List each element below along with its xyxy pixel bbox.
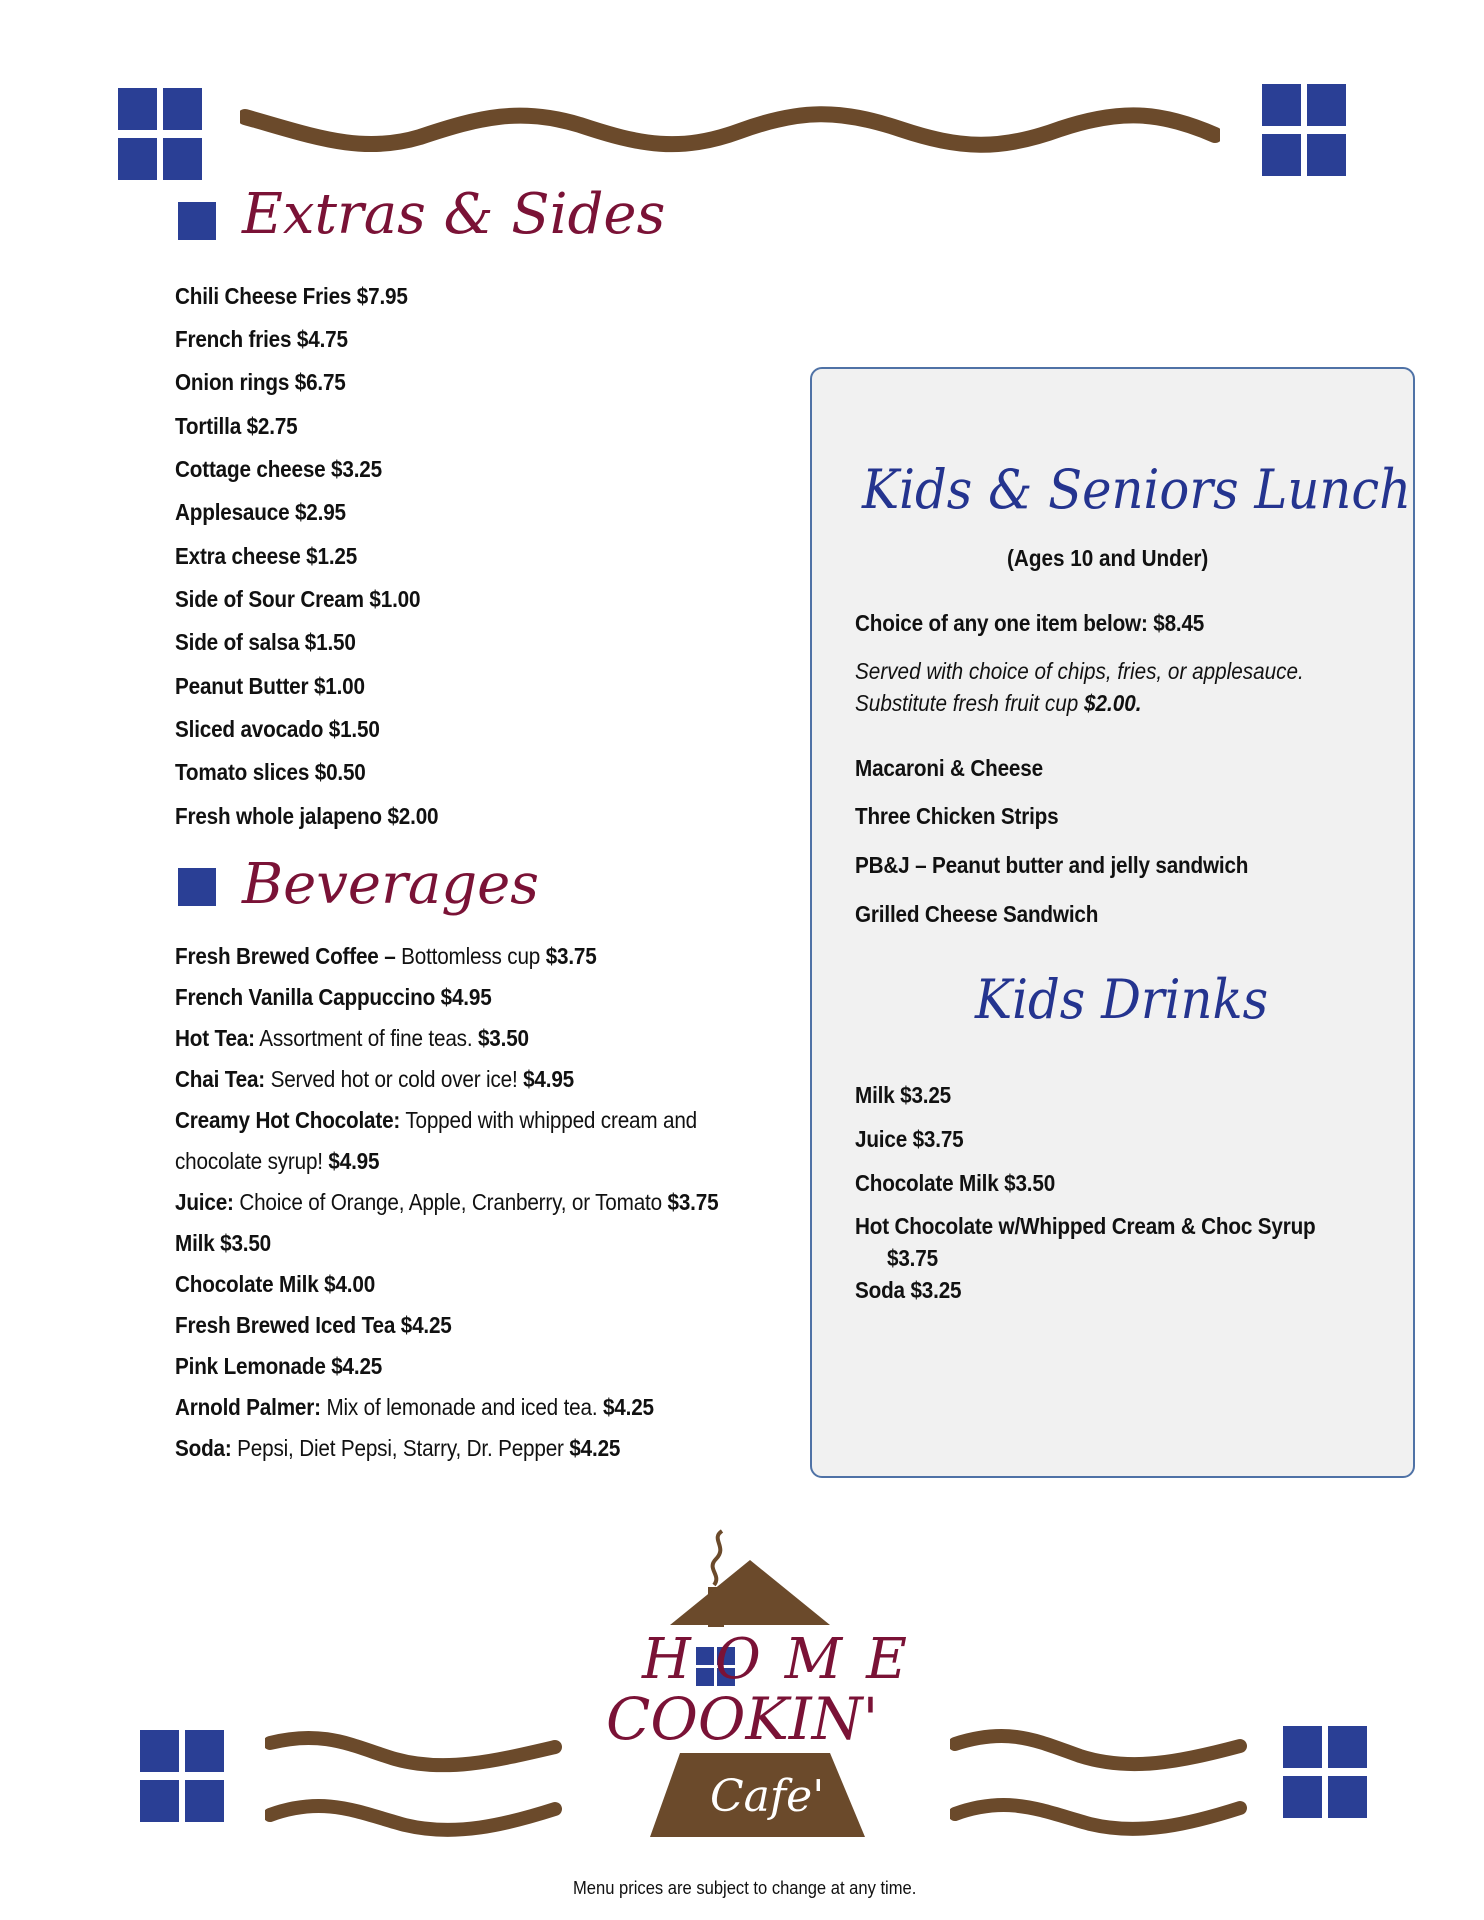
extras-item: Chili Cheese Fries $7.95 <box>175 283 408 309</box>
bottom-left-window-icon <box>140 1730 224 1822</box>
beverage-item: Chai Tea: Served hot or cold over ice! $4.95 <box>175 1066 575 1092</box>
cafe-logo <box>600 1525 931 1845</box>
beverage-item: Soda: Pepsi, Diet Pepsi, Starry, Dr. Pepper $4.25 <box>175 1435 621 1461</box>
logo-line1: HOME <box>642 1627 931 1692</box>
extras-item: Extra cheese $1.25 <box>175 543 358 569</box>
kids-drinks-title: Kids Drinks <box>975 968 1269 1031</box>
kids-drink-item: Chocolate Milk $3.50 <box>855 1170 1056 1196</box>
kids-lunch-item: Grilled Cheese Sandwich <box>855 901 1099 927</box>
logo-line2: COOKIN' <box>606 1685 879 1753</box>
top-wave-decoration <box>240 95 1220 165</box>
kids-drink-item: Soda $3.25 <box>855 1277 962 1303</box>
bottom-left-wave-decoration <box>265 1725 565 1845</box>
extras-item: Applesauce $2.95 <box>175 499 346 525</box>
beverage-item: French Vanilla Cappuccino $4.95 <box>175 984 492 1010</box>
extras-item: Side of Sour Cream $1.00 <box>175 586 421 612</box>
top-left-window-icon <box>118 88 202 180</box>
beverage-item: Milk $3.50 <box>175 1230 272 1256</box>
kids-drink-item: Juice $3.75 <box>855 1126 964 1152</box>
beverage-item: Hot Tea: Assortment of fine teas. $3.50 <box>175 1025 529 1051</box>
extras-item: Peanut Butter $1.00 <box>175 673 365 699</box>
kids-lunch-subtitle: (Ages 10 and Under) <box>1007 545 1209 571</box>
extras-item: Onion rings $6.75 <box>175 369 346 395</box>
beverages-title: Beverages <box>242 852 539 917</box>
beverage-item: Pink Lemonade $4.25 <box>175 1353 383 1379</box>
beverage-item: chocolate syrup! $4.95 <box>175 1148 380 1174</box>
beverage-item: Chocolate Milk $4.00 <box>175 1271 376 1297</box>
extras-item: Side of salsa $1.50 <box>175 629 356 655</box>
kids-drink-item: $3.75 <box>887 1245 938 1271</box>
extras-bullet-square <box>178 202 216 240</box>
bottom-right-window-icon <box>1283 1726 1367 1818</box>
top-right-window-icon <box>1262 84 1346 176</box>
kids-lunch-item: Three Chicken Strips <box>855 803 1059 829</box>
kids-lunch-choice: Choice of any one item below: $8.45 <box>855 610 1205 636</box>
kids-drink-item: Milk $3.25 <box>855 1082 952 1108</box>
beverage-item: Arnold Palmer: Mix of lemonade and iced tea. $4.25 <box>175 1394 654 1420</box>
footer-note: Menu prices are subject to change at any time. <box>573 1878 917 1898</box>
beverages-bullet-square <box>178 868 216 906</box>
beverage-item: Creamy Hot Chocolate: Topped with whipped cream and <box>175 1107 697 1133</box>
logo-line3: Cafe' <box>710 1771 825 1822</box>
extras-item: Sliced avocado $1.50 <box>175 716 380 742</box>
beverage-item: Juice: Choice of Orange, Apple, Cranberry, or Tomato $3.75 <box>175 1189 719 1215</box>
kids-lunch-item: Macaroni & Cheese <box>855 755 1043 781</box>
extras-item: French fries $4.75 <box>175 326 348 352</box>
beverage-item: Fresh Brewed Iced Tea $4.25 <box>175 1312 452 1338</box>
kids-lunch-served-line2: Substitute fresh fruit cup $2.00. <box>855 690 1142 716</box>
extras-item: Cottage cheese $3.25 <box>175 456 382 482</box>
kids-lunch-item: PB&J – Peanut butter and jelly sandwich <box>855 852 1249 878</box>
beverage-item: Fresh Brewed Coffee – Bottomless cup $3.75 <box>175 943 597 969</box>
extras-item: Tortilla $2.75 <box>175 413 298 439</box>
extras-item: Fresh whole jalapeno $2.00 <box>175 803 439 829</box>
extras-title: Extras & Sides <box>242 182 666 247</box>
extras-item: Tomato slices $0.50 <box>175 759 366 785</box>
kids-drink-item: Hot Chocolate w/Whipped Cream & Choc Syrup <box>855 1213 1316 1239</box>
bottom-right-wave-decoration <box>950 1722 1250 1842</box>
kids-lunch-served-line1: Served with choice of chips, fries, or applesauce. <box>855 658 1304 684</box>
kids-lunch-title: Kids & Seniors Lunch <box>862 458 1412 521</box>
